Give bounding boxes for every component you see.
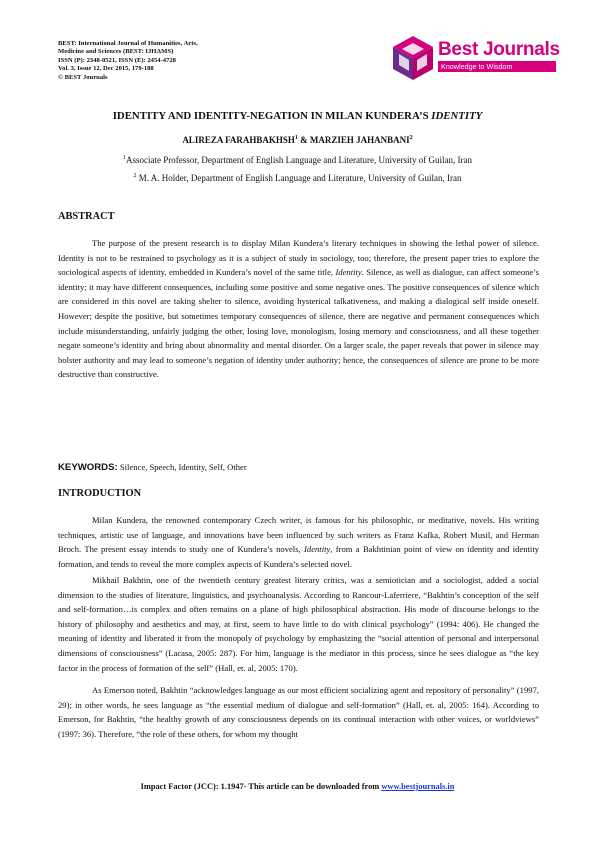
abstract-text-b: . Silence, as well as dialogue, can affect someone’s identity; it may have different consequences, including some positive and some negative ones. The positive consequences of silence which are considered in this novel are taking shelter to silence, avoiding hysterical talkativeness, and making a dialogical self inside oneself. However; despite the positive, but sometimes temporary consequences of silence, there are negative and permanent consequences which include misunderstanding, unfairly judging the other, losing love, monologism, losing memory and consciousness, and all these together negate someone’s identity and bring about abnormality and mental disorder. On a larger scale, the paper reveals that power in silence may bolster authority and may lead to someone’s negation of identity under authority; hence, the consequences of silence are prone to be more destructive than constructive. xyxy=(58,267,539,380)
abstract-paragraph xyxy=(58,236,539,382)
affiliation-1-text: Associate Professor, Department of English Language and Literature, University of Guilan, Iran xyxy=(125,155,473,165)
footer-link[interactable]: www.bestjournals.in xyxy=(381,782,455,791)
affiliation-1 xyxy=(0,155,595,165)
introduction-heading: INTRODUCTION xyxy=(58,488,142,499)
affiliation-2-text: M. A. Holder, Department of English Language and Literature, University of Guilan, Iran xyxy=(136,173,462,183)
intro-p1-italic: Identity xyxy=(304,544,331,555)
logo-tagline: Knowledge to Wisdom xyxy=(438,61,556,72)
cube-logo-icon xyxy=(388,33,438,83)
intro-paragraph-2: Mikhail Bakhtin, one of the twentieth century greatest literary critics, was a semiotician and a sociologist, added a social dimension to the studies of literature, linguistics, and psychoanalysis. According to Rancour-Laferriere, “Bakhtin’s conception of the self and self-formation…is complex and often remains on a plane of high philosophical abstraction. His mode of discourse belongs to the history of philosophy and aesthetics and may, at first, seem to have little to do with clinical psychology” (1994: 406). He changed the meaning of identity and liberated it from the monopoly of psychology by emphasizing the “social attention of personal and interpersonal dimensions of consciousness” (Lacasa, 2005: 287). For him, language is the mediator in this process, since he sees dialogue as “the key factor in the process of formation of the self” (Hall, et. al, 2005: 170). xyxy=(58,575,539,673)
author-1: ALIREZA FARAHBAKHSH xyxy=(182,135,295,145)
journal-volume: Vol. 3, Issue 12, Dec 2015, 179-188 xyxy=(58,65,154,73)
abstract-text-italic: Identity xyxy=(335,267,362,278)
keywords-text: Silence, Speech, Identity, Self, Other xyxy=(117,462,247,472)
journal-name-line2: Medicine and Sciences (BEST: IJHAMS) xyxy=(58,48,174,56)
abstract-text-a: The purpose of the present research is to display Milan Kundera’s literary techniques in showing the lethal power of silence. Identity is not to be restrained to psychology as it is a subject of study in sociology, too; therefore, the present paper tries to explore the sociological aspects of identity, embedded in Kundera’s novel of the same title, xyxy=(58,238,539,278)
intro-paragraph-1 xyxy=(58,513,539,571)
footer-text: Impact Factor (JCC): 1.1947- This article can be downloaded from xyxy=(140,782,382,791)
paper-title xyxy=(0,110,595,122)
page-footer xyxy=(0,782,595,791)
journal-issn: ISSN (P): 2348-0521, ISSN (E): 2454-4728 xyxy=(58,56,176,64)
affiliation-2-sup: 2 xyxy=(133,173,137,179)
intro-paragraph-3: As Emerson noted, Bakhtin “acknowledges language as our most efficient socializing agent and repository of personality” (1997, 29); in other words, he sees language as “the essential medium of dialogue and self-formation” (Hall, et. al, 2005: 164). According to Emerson, for Bakhtin, “the healthy growth of any consciousness depends on its continual interaction with other voices, or worldviews” (1997: 36). Therefore, “the role of these others, for whom my thought xyxy=(58,685,539,739)
title-italic: IDENTITY xyxy=(431,110,483,122)
author-2-sup: 2 xyxy=(409,135,413,141)
authors xyxy=(0,135,595,145)
journal-name-line1: BEST: International Journal of Humanities, Arts, xyxy=(58,40,198,47)
intro-p1-a: Milan Kundera, the renowned contemporary Czech writer, is famous for his philosophic, or meditative, novels. His writing techniques, artistic use of language, and innovations have been influenced by such writers as Franz Kafka, Robert Musil, and Herman Broch. The present essay intends to study one of Kundera’s novels, xyxy=(58,515,539,555)
journal-meta xyxy=(58,40,318,82)
author-1-sup: 1 xyxy=(294,135,298,141)
author-2: MARZIEH JAHANBANI xyxy=(309,135,410,145)
intro-p1-b: , from a Bakhtinian point of view on identity and identity formation, and tends to reveal the more complex aspects of Kundera’s selected novel. xyxy=(58,544,540,569)
author-separator: & xyxy=(297,135,310,145)
keywords-label: KEYWORDS: xyxy=(58,462,118,473)
affiliation-1-sup: 1 xyxy=(122,155,126,161)
best-journals-logo xyxy=(388,33,558,83)
affiliation-2 xyxy=(0,173,595,183)
logo-name: Best Journals xyxy=(438,39,560,60)
journal-copyright: © BEST Journals xyxy=(58,73,108,81)
abstract-heading: ABSTRACT xyxy=(58,211,115,222)
keywords xyxy=(58,462,247,473)
title-main: IDENTITY AND IDENTITY-NEGATION IN MILAN KUNDERA’S xyxy=(112,110,432,122)
